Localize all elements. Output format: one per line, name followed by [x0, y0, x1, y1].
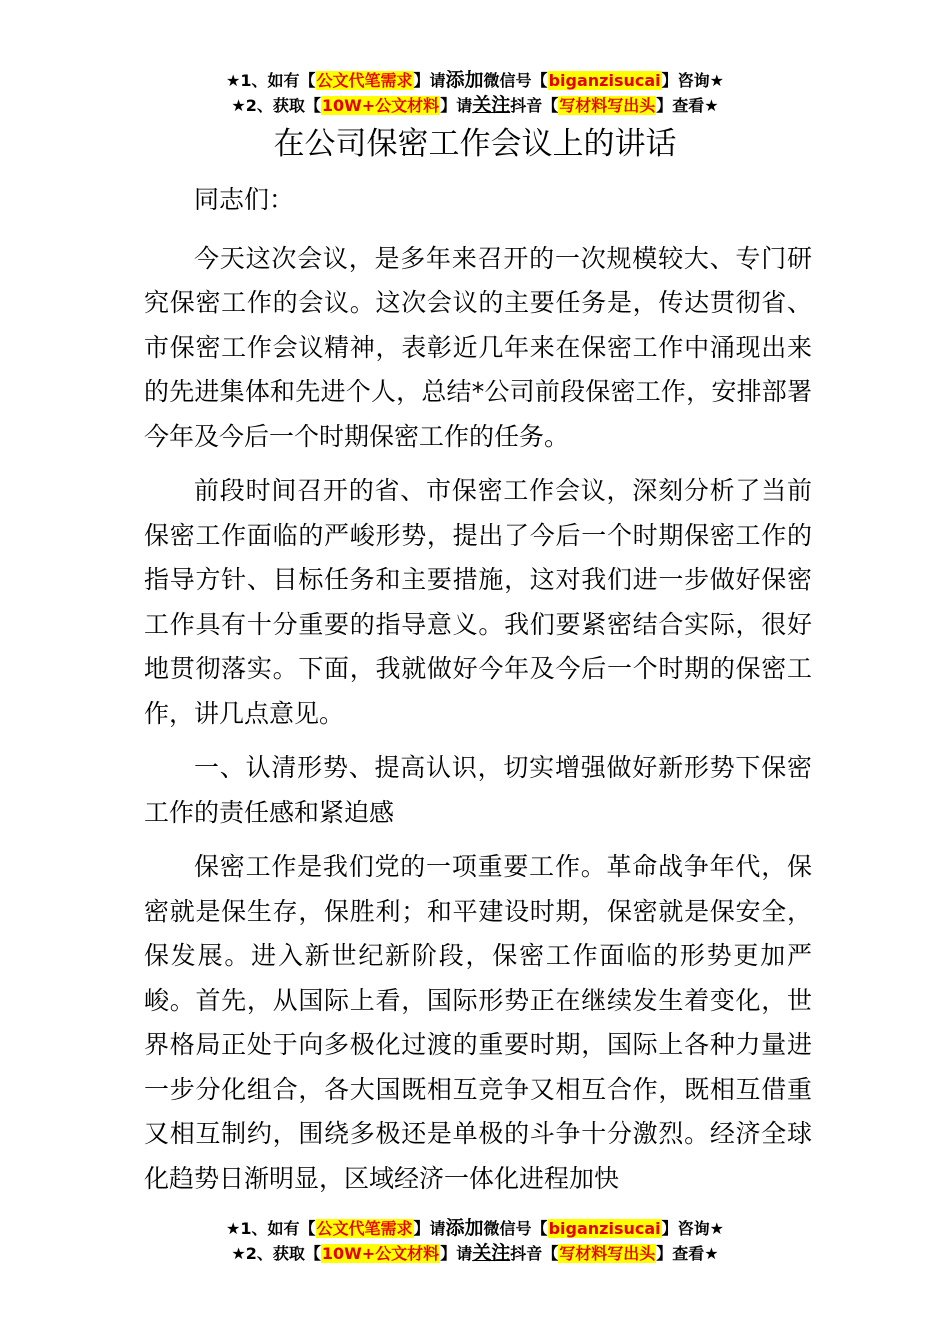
banner-highlight: 公文代笔需求	[316, 1219, 413, 1238]
document-title: 在公司保密工作会议上的讲话	[273, 126, 677, 162]
banner-highlight: 10W+公文材料	[321, 96, 440, 115]
banner-highlight: 写材料写出头	[559, 96, 656, 115]
banner-text: ★2、获取【	[231, 1244, 321, 1263]
banner-text: 】查看★	[656, 1244, 719, 1263]
banner-text: 微信号【	[483, 71, 548, 90]
banner-highlight: 公文代笔需求	[316, 71, 413, 90]
paragraph: 今天这次会议，是多年来召开的一次规模较大、专门研究保密工作的会议。这次会议的主要任务是，传达贯彻省、市保密工作会议精神，表彰近几年来在保密工作中涌现出来的先进集体和先进个人，总结*公司前段保密工作，安排部署今年及今后一个时期保密工作的任务。	[144, 243, 812, 451]
banner-highlight: biganzisucai	[548, 1219, 661, 1238]
banner-text: 抖音【	[510, 96, 559, 115]
banner-text: 微信号【	[483, 1219, 548, 1238]
document-body	[144, 178, 812, 1211]
banner-emphasis: 关注	[472, 1242, 511, 1264]
banner-text: ★1、如有【	[226, 71, 316, 90]
banner-emphasis: 关注	[472, 94, 511, 116]
banner-line-1	[0, 1216, 950, 1241]
banner-text: 】咨询★	[661, 1219, 724, 1238]
paragraph: 前段时间召开的省、市保密工作会议，深刻分析了当前保密工作面临的严峻形势，提出了今后一个时期保密工作的指导方针、目标任务和主要措施，这对我们进一步做好保密工作具有十分重要的指导意义。我们要紧密结合实际，很好地贯彻落实。下面，我就做好今年及今后一个时期的保密工作，讲几点意见。	[144, 476, 812, 728]
banner-highlight: 10W+公文材料	[321, 1244, 440, 1263]
salutation: 同志们：	[194, 185, 295, 214]
banner-text: 】查看★	[656, 96, 719, 115]
banner-text: 】请	[413, 71, 446, 90]
banner-line-1	[0, 68, 950, 93]
banner-line-2	[0, 1241, 950, 1266]
banner-highlight: 写材料写出头	[559, 1244, 656, 1263]
banner-text: 】请	[413, 1219, 446, 1238]
banner-text: 】请	[440, 1244, 473, 1263]
banner-text: ★1、如有【	[226, 1219, 316, 1238]
bottom-banner	[0, 1216, 950, 1266]
banner-highlight: biganzisucai	[548, 71, 661, 90]
top-banner	[0, 68, 950, 118]
banner-text: 抖音【	[510, 1244, 559, 1263]
paragraph: 保密工作是我们党的一项重要工作。革命战争年代，保密就是保生存，保胜利；和平建设时期，保密就是保安全，保发展。进入新世纪新阶段，保密工作面临的形势更加严峻。首先，从国际上看，国际形势正在继续发生着变化，世界格局正处于向多极化过渡的重要时期，国际上各种力量进一步分化组合，各大国既相互竞争又相互合作，既相互借重又相互制约，围绕多极还是单极的斗争十分激烈。经济全球化趋势日渐明显，区域经济一体化进程加快	[144, 852, 812, 1193]
banner-text: 】咨询★	[661, 71, 724, 90]
banner-text: 】请	[440, 96, 473, 115]
banner-line-2	[0, 93, 950, 118]
banner-emphasis: 添加	[445, 69, 484, 91]
banner-text: ★2、获取【	[231, 96, 321, 115]
banner-emphasis: 添加	[445, 1217, 484, 1239]
section-heading: 一、认清形势、提高认识，切实增强做好新形势下保密工作的责任感和紧迫感	[144, 753, 812, 827]
